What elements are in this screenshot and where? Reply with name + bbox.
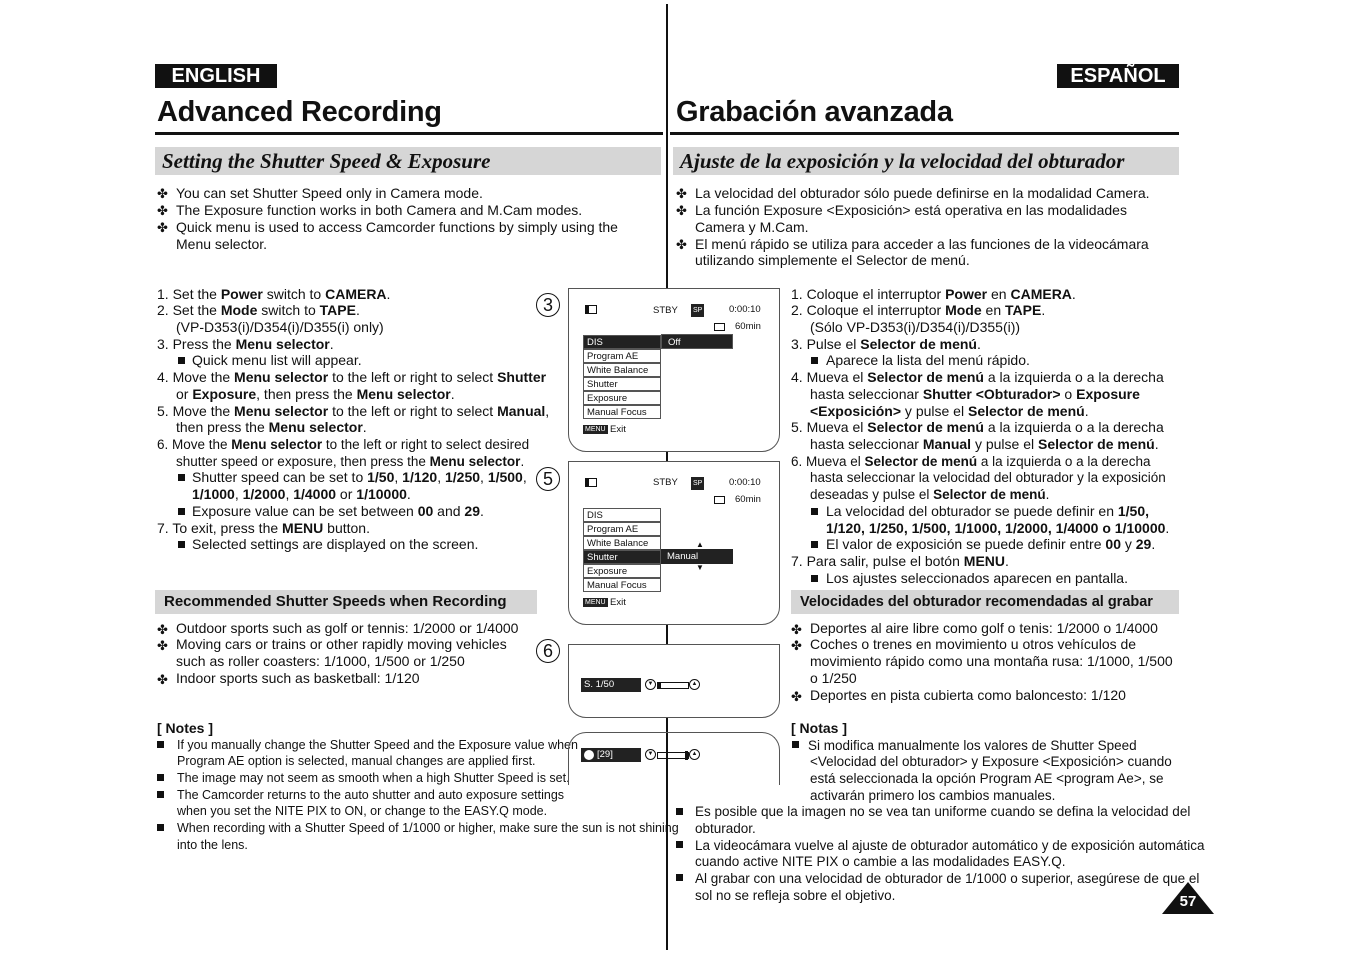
note-item-cont: <Velocidad del obturador> y Exposure <Exposición> cuando bbox=[810, 754, 1172, 769]
up-arrow-icon: ▲ bbox=[689, 679, 700, 690]
note-item-cont: cuando active NITE PIX o cambie a las modalidades EASY.Q. bbox=[695, 854, 1066, 869]
note-item: Al grabar con una velocidad de obturador de 1/1000 o superior, asegúrese de que el bbox=[695, 871, 1200, 886]
note-item-cont: sol no se refleja sobre el objetivo. bbox=[695, 888, 896, 903]
recommended-item: Deportes en pista cubierta como baloncesto: 1/120 bbox=[810, 687, 1126, 703]
step-6: 6. Move the Menu selector to the left or right to select desired bbox=[157, 437, 530, 452]
note-item-cont: Program AE option is selected, manual changes are applied first. bbox=[177, 754, 536, 768]
recommended-speeds-header: Recommended Shutter Speeds when Recording bbox=[155, 590, 537, 614]
intro-bullet: The Exposure function works in both Camera and M.Cam modes. bbox=[176, 202, 583, 218]
sp-badge: SP bbox=[691, 477, 704, 490]
menu-item-white-balance[interactable]: White Balance bbox=[583, 363, 661, 377]
intro-bullet-continued: Menu selector. bbox=[176, 236, 268, 252]
step-number-circle: 5 bbox=[536, 467, 560, 491]
step-6-sub-shutter: La velocidad del obturador se puede definir en 1/50, bbox=[826, 503, 1150, 519]
cross-bullet-icon: ✤ bbox=[791, 622, 802, 637]
title-rule-english bbox=[155, 132, 663, 135]
recommended-item-cont: o 1/250 bbox=[810, 670, 857, 686]
step-6-cont: deseadas y pulse el Selector de menú. bbox=[810, 487, 1050, 502]
cross-bullet-icon: ✤ bbox=[676, 186, 687, 201]
cross-bullet-icon: ✤ bbox=[157, 220, 168, 235]
menu-item-white-balance[interactable]: White Balance bbox=[583, 536, 661, 550]
recommended-item: Deportes al aire libre como golf o tenis: 1/2000 o 1/4000 bbox=[810, 620, 1158, 636]
step-3: 3. Press the Menu selector. bbox=[157, 336, 334, 352]
step-7: 7. To exit, press the MENU button. bbox=[157, 520, 370, 536]
up-arrow-icon: ▲ bbox=[696, 540, 704, 549]
recommended-item: Outdoor sports such as golf or tennis: 1/2000 or 1/4000 bbox=[176, 620, 519, 636]
note-item: The image may not seem as smooth when a high Shutter Speed is set. bbox=[177, 771, 570, 785]
note-item-cont: está seleccionada la opción Program AE <program Ae>, se bbox=[810, 771, 1164, 786]
step-number-circle: 3 bbox=[536, 293, 560, 317]
note-item: The Camcorder returns to the auto shutter and auto exposure settings bbox=[177, 788, 565, 802]
step-5: 5. Mueva el Selector de menú a la izquierda o a la derecha bbox=[791, 419, 1164, 435]
menu-item-dis[interactable]: DIS bbox=[583, 508, 661, 522]
intro-bullet: Quick menu is used to access Camcorder functions by simply using the bbox=[176, 219, 618, 235]
intro-bullet-continued: utilizando simplemente el Selector de menú. bbox=[695, 252, 970, 268]
up-arrow-icon: ▲ bbox=[689, 749, 700, 760]
down-arrow-icon: ▼ bbox=[696, 563, 704, 572]
recommended-item: Coches o trenes en movimiento u otros vehículos de bbox=[810, 636, 1137, 652]
battery-icon bbox=[585, 478, 597, 487]
recommended-item-cont: movimiento rápido como una montaña rusa: 1/1000, 1/500 bbox=[810, 653, 1173, 669]
square-bullet-icon bbox=[676, 874, 683, 881]
square-bullet-icon bbox=[157, 791, 164, 798]
step-6-cont: hasta seleccionar la velocidad del obturador y la exposición bbox=[810, 470, 1166, 485]
camcorder-screen-menu bbox=[568, 288, 780, 452]
step-6-cont: shutter speed or exposure, then press the Menu selector. bbox=[176, 454, 525, 469]
tape-remaining: 60min bbox=[735, 494, 761, 505]
shutter-value-osd: S. 1/50 bbox=[581, 678, 641, 692]
tape-remaining: 60min bbox=[735, 321, 761, 332]
step-4-cont: hasta seleccionar Shutter <Obturador> o Exposure bbox=[810, 386, 1140, 402]
step-4-cont: or Exposure, then press the Menu selector. bbox=[176, 386, 455, 402]
step-2-note: (Sólo VP-D353(i)/D354(i)/D355(i)) bbox=[810, 319, 1021, 335]
note-item: If you manually change the Shutter Speed and the Exposure value when bbox=[177, 738, 578, 752]
cross-bullet-icon: ✤ bbox=[791, 638, 802, 653]
stby-label: STBY bbox=[653, 477, 678, 488]
cross-bullet-icon: ✤ bbox=[157, 638, 168, 653]
step-5-cont: then press the Menu selector. bbox=[176, 419, 367, 435]
recommended-item: Moving cars or trains or other rapidly moving vehicles bbox=[176, 636, 507, 652]
notes-heading: [ Notes ] bbox=[157, 720, 213, 736]
square-bullet-icon bbox=[792, 741, 799, 748]
exit-label: Exit bbox=[610, 424, 626, 435]
sp-badge: SP bbox=[691, 304, 704, 317]
intro-bullet: El menú rápido se utiliza para acceder a las funciones de la videocámara bbox=[695, 236, 1149, 252]
step-3-sub: Aparece la lista del menú rápido. bbox=[826, 352, 1030, 368]
menu-value-manual: Manual bbox=[661, 549, 733, 564]
cross-bullet-icon: ✤ bbox=[157, 672, 168, 687]
recommended-item-cont: such as roller coasters: 1/1000, 1/500 or 1/250 bbox=[176, 653, 465, 669]
step-6-sub-shutter-cont: 1/120, 1/250, 1/500, 1/1000, 1/2000, 1/4000 o 1/10000. bbox=[826, 520, 1170, 536]
note-item: Es posible que la imagen no se vea tan uniforme cuando se defina la velocidad del bbox=[695, 804, 1191, 819]
square-bullet-icon bbox=[811, 541, 818, 548]
page-title-spanish: Grabación avanzada bbox=[676, 96, 953, 128]
step-4: 4. Move the Menu selector to the left or right to select Shutter bbox=[157, 369, 547, 385]
title-rule-spanish bbox=[670, 132, 1179, 135]
menu-item-exposure[interactable]: Exposure bbox=[583, 391, 661, 405]
square-bullet-icon bbox=[178, 474, 185, 481]
step-2: 2. Set the Mode switch to TAPE. bbox=[157, 302, 360, 318]
step-6-sub-exposure: El valor de exposición se puede definir entre 00 y 29. bbox=[826, 536, 1156, 552]
recommended-item: Indoor sports such as basketball: 1/120 bbox=[176, 670, 420, 686]
square-bullet-icon bbox=[676, 808, 683, 815]
menu-item-manual-focus[interactable]: Manual Focus bbox=[583, 578, 661, 592]
exposure-value-osd: [29] bbox=[581, 748, 641, 762]
square-bullet-icon bbox=[811, 575, 818, 582]
square-bullet-icon bbox=[157, 824, 164, 831]
note-item: Si modifica manualmente los valores de Shutter Speed bbox=[808, 738, 1137, 753]
cross-bullet-icon: ✤ bbox=[157, 203, 168, 218]
section-header-spanish: Ajuste de la exposición y la velocidad del obturador bbox=[673, 147, 1179, 175]
menu-item-program-ae[interactable]: Program AE bbox=[583, 522, 661, 536]
square-bullet-icon bbox=[811, 357, 818, 364]
square-bullet-icon bbox=[178, 508, 185, 515]
camcorder-screen-shutter-value bbox=[568, 644, 780, 718]
page-number: 57 bbox=[1179, 893, 1197, 910]
cross-bullet-icon: ✤ bbox=[676, 203, 687, 218]
step-6: 6. Mueva el Selector de menú a la izquierda o a la derecha bbox=[791, 454, 1151, 469]
intro-bullet: La velocidad del obturador sólo puede definirse en la modalidad Camera. bbox=[695, 185, 1150, 201]
square-bullet-icon bbox=[811, 508, 818, 515]
note-item-cont: into the lens. bbox=[177, 838, 248, 852]
shutter-slider[interactable] bbox=[657, 682, 689, 689]
section-header-english: Setting the Shutter Speed & Exposure bbox=[155, 147, 661, 175]
step-6-sub-shutter: Shutter speed can be set to 1/50, 1/120, 1/250, 1/500, bbox=[192, 469, 527, 485]
notes-heading: [ Notas ] bbox=[791, 720, 847, 736]
language-tab-english: ENGLISH bbox=[155, 64, 277, 88]
down-arrow-icon: ▼ bbox=[645, 679, 656, 690]
menu-item-shutter[interactable]: Shutter bbox=[583, 550, 661, 564]
recommended-speeds-header: Velocidades del obturador recomendadas al grabar bbox=[791, 590, 1179, 614]
step-4: 4. Mueva el Selector de menú a la izquierda o a la derecha bbox=[791, 369, 1164, 385]
square-bullet-icon bbox=[157, 774, 164, 781]
menu-item-dis[interactable]: DIS bbox=[583, 335, 661, 349]
step-4-cont: <Exposición> y pulse el Selector de menú. bbox=[810, 403, 1089, 419]
camcorder-screen-exposure-value bbox=[568, 732, 780, 785]
step-6-sub-shutter-cont: 1/1000, 1/2000, 1/4000 or 1/10000. bbox=[192, 486, 411, 502]
language-tab-spanish: ESPAÑOL bbox=[1057, 64, 1179, 88]
step-2: 2. Coloque el interruptor Mode en TAPE. bbox=[791, 302, 1046, 318]
step-7-sub: Selected settings are displayed on the screen. bbox=[192, 536, 479, 552]
time-counter: 0:00:10 bbox=[729, 477, 761, 488]
exposure-slider[interactable] bbox=[657, 752, 689, 759]
menu-item-program-ae[interactable]: Program AE bbox=[583, 349, 661, 363]
step-5-cont: hasta seleccionar Manual y pulse el Selector de menú. bbox=[810, 436, 1159, 452]
step-6-sub-exposure: Exposure value can be set between 00 and 29. bbox=[192, 503, 484, 519]
tape-icon bbox=[714, 496, 725, 504]
menu-item-shutter[interactable]: Shutter bbox=[583, 377, 661, 391]
note-item-cont: activarán primero los cambios manuales. bbox=[810, 788, 1056, 803]
step-number-circle: 6 bbox=[536, 639, 560, 663]
menu-value-off: Off bbox=[661, 334, 733, 349]
square-bullet-icon bbox=[157, 741, 164, 748]
battery-icon bbox=[585, 305, 597, 314]
step-7: 7. Para salir, pulse el botón MENU. bbox=[791, 553, 1009, 569]
step-5: 5. Move the Menu selector to the left or right to select Manual, bbox=[157, 403, 550, 419]
aperture-icon bbox=[584, 750, 594, 760]
menu-badge: MENU bbox=[585, 426, 606, 433]
cross-bullet-icon: ✤ bbox=[157, 186, 168, 201]
note-item-cont: when you set the NITE PIX to ON, or change to the EASY.Q mode. bbox=[177, 804, 548, 818]
note-item: When recording with a Shutter Speed of 1/1000 or higher, make sure the sun is not shining bbox=[177, 821, 679, 835]
cross-bullet-icon: ✤ bbox=[676, 237, 687, 252]
tape-icon bbox=[714, 323, 725, 331]
intro-bullet-continued: Camera y M.Cam. bbox=[695, 219, 809, 235]
time-counter: 0:00:10 bbox=[729, 304, 761, 315]
note-item-cont: obturador. bbox=[695, 821, 756, 836]
page-title-english: Advanced Recording bbox=[157, 96, 442, 128]
step-1: 1. Coloque el interruptor Power en CAMERA. bbox=[791, 286, 1076, 302]
down-arrow-icon: ▼ bbox=[645, 749, 656, 760]
menu-item-manual-focus[interactable]: Manual Focus bbox=[583, 405, 661, 419]
step-7-sub: Los ajustes seleccionados aparecen en pantalla. bbox=[826, 570, 1128, 586]
note-item: La videocámara vuelve al ajuste de obturador automático y de exposición automática bbox=[695, 838, 1205, 853]
square-bullet-icon bbox=[178, 541, 185, 548]
square-bullet-icon bbox=[676, 841, 683, 848]
square-bullet-icon bbox=[178, 357, 185, 364]
camcorder-screen-shutter bbox=[568, 461, 780, 625]
stby-label: STBY bbox=[653, 305, 678, 316]
cross-bullet-icon: ✤ bbox=[157, 622, 168, 637]
intro-bullet: La función Exposure <Exposición> está operativa en las modalidades bbox=[695, 202, 1127, 218]
cross-bullet-icon: ✤ bbox=[791, 689, 802, 704]
step-1: 1. Set the Power switch to CAMERA. bbox=[157, 286, 391, 302]
step-2-note: (VP-D353(i)/D354(i)/D355(i) only) bbox=[176, 319, 384, 335]
menu-item-exposure[interactable]: Exposure bbox=[583, 564, 661, 578]
exit-label: Exit bbox=[610, 597, 626, 608]
intro-bullet: You can set Shutter Speed only in Camera mode. bbox=[176, 185, 483, 201]
step-3: 3. Pulse el Selector de menú. bbox=[791, 336, 981, 352]
menu-badge: MENU bbox=[585, 599, 606, 606]
step-3-sub: Quick menu list will appear. bbox=[192, 352, 362, 368]
